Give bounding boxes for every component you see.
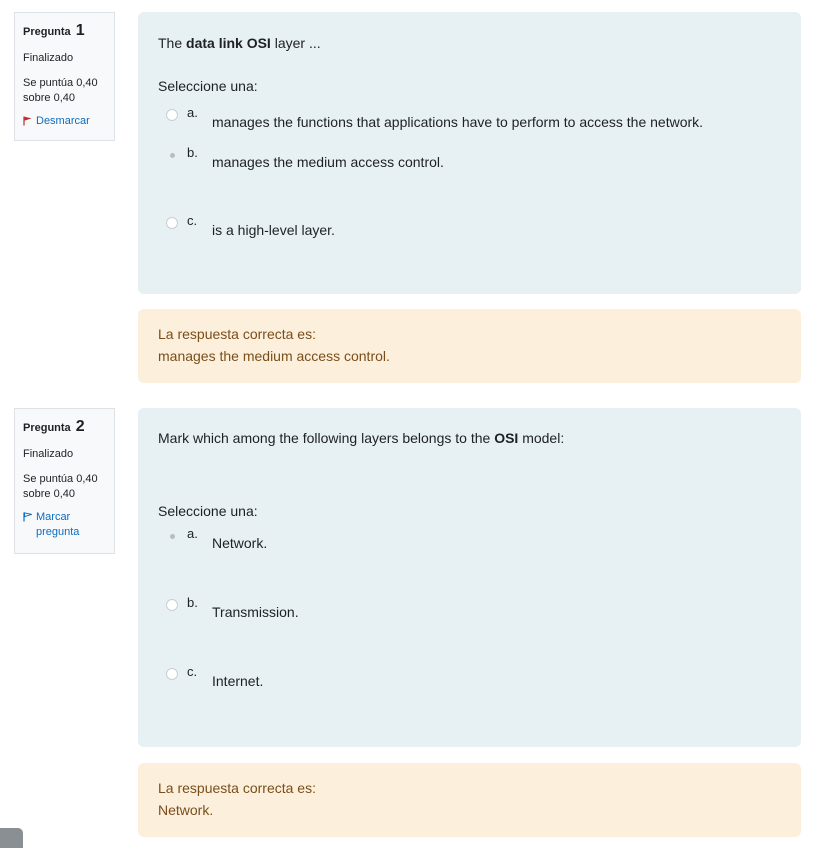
answer-option-a[interactable] [166, 105, 791, 129]
option-text: manages the medium access control. [212, 154, 444, 170]
answer-option-c[interactable] [166, 664, 791, 688]
question-text-bold: data link [186, 35, 243, 51]
question-grade: Se puntúa 0,40 sobre 0,40 [23, 473, 98, 501]
feedback-answer: Network. [158, 802, 214, 818]
flag-label: Marcar pregunta [36, 511, 80, 538]
question-state: Finalizado [23, 447, 74, 460]
option-letter: c. [187, 213, 198, 228]
question-text-part: The [158, 35, 187, 51]
flag-outline-icon [23, 512, 32, 522]
answer-option-b[interactable] [166, 595, 791, 619]
flag-filled-icon [23, 116, 32, 126]
question-info-2 [14, 408, 115, 554]
scroll-corner-tab [0, 828, 23, 848]
question-text-bold: OSI [494, 430, 519, 446]
question-grade: Se puntúa 0,40 sobre 0,40 [23, 77, 98, 105]
question-text-part: Mark which among the following layers belongs to the [158, 430, 495, 446]
question-state: Finalizado [23, 51, 74, 64]
option-letter: c. [187, 664, 198, 679]
question-label: Pregunta [23, 26, 71, 38]
option-letter: a. [187, 526, 198, 541]
radio-button[interactable] [166, 109, 178, 121]
radio-button-selected[interactable] [166, 149, 178, 161]
question-info-1 [14, 12, 115, 141]
option-text: is a high-level layer. [212, 222, 335, 238]
option-text: Internet. [212, 673, 264, 689]
question-text [158, 430, 564, 446]
question-text-bold: OSI [246, 35, 271, 51]
flag-label: Desmarcar [36, 115, 90, 128]
option-letter: a. [187, 105, 198, 120]
feedback-answer: manages the medium access control. [158, 348, 390, 364]
answer-option-c[interactable] [166, 213, 791, 237]
answer-prompt: Seleccione una: [158, 78, 258, 94]
question-number-value: 1 [75, 22, 85, 39]
question-text-part: model: [518, 430, 565, 446]
radio-button-selected[interactable] [166, 530, 178, 542]
answer-option-a[interactable] [166, 526, 791, 550]
correct-answer-feedback-1 [138, 309, 801, 383]
option-text: manages the functions that applications have to perform to access the network. [212, 114, 704, 130]
question-number [23, 416, 106, 438]
answer-prompt: Seleccione una: [158, 503, 258, 519]
question-number-value: 2 [75, 418, 85, 435]
question-content-2 [138, 408, 801, 747]
radio-button[interactable] [166, 217, 178, 229]
option-text: Network. [212, 535, 268, 551]
answer-option-b[interactable] [166, 145, 791, 169]
radio-button[interactable] [166, 668, 178, 680]
question-number [23, 20, 106, 42]
unflag-question-link[interactable] [23, 114, 106, 129]
question-text [158, 35, 321, 51]
option-letter: b. [187, 145, 198, 160]
option-text: Transmission. [212, 604, 299, 620]
radio-button[interactable] [166, 599, 178, 611]
flag-question-link[interactable] [23, 510, 106, 540]
question-text-part: layer ... [270, 35, 321, 51]
feedback-label: La respuesta correcta es: [158, 780, 316, 796]
question-content-1 [138, 12, 801, 294]
option-letter: b. [187, 595, 198, 610]
feedback-label: La respuesta correcta es: [158, 326, 316, 342]
question-label: Pregunta [23, 422, 71, 434]
correct-answer-feedback-2 [138, 763, 801, 837]
